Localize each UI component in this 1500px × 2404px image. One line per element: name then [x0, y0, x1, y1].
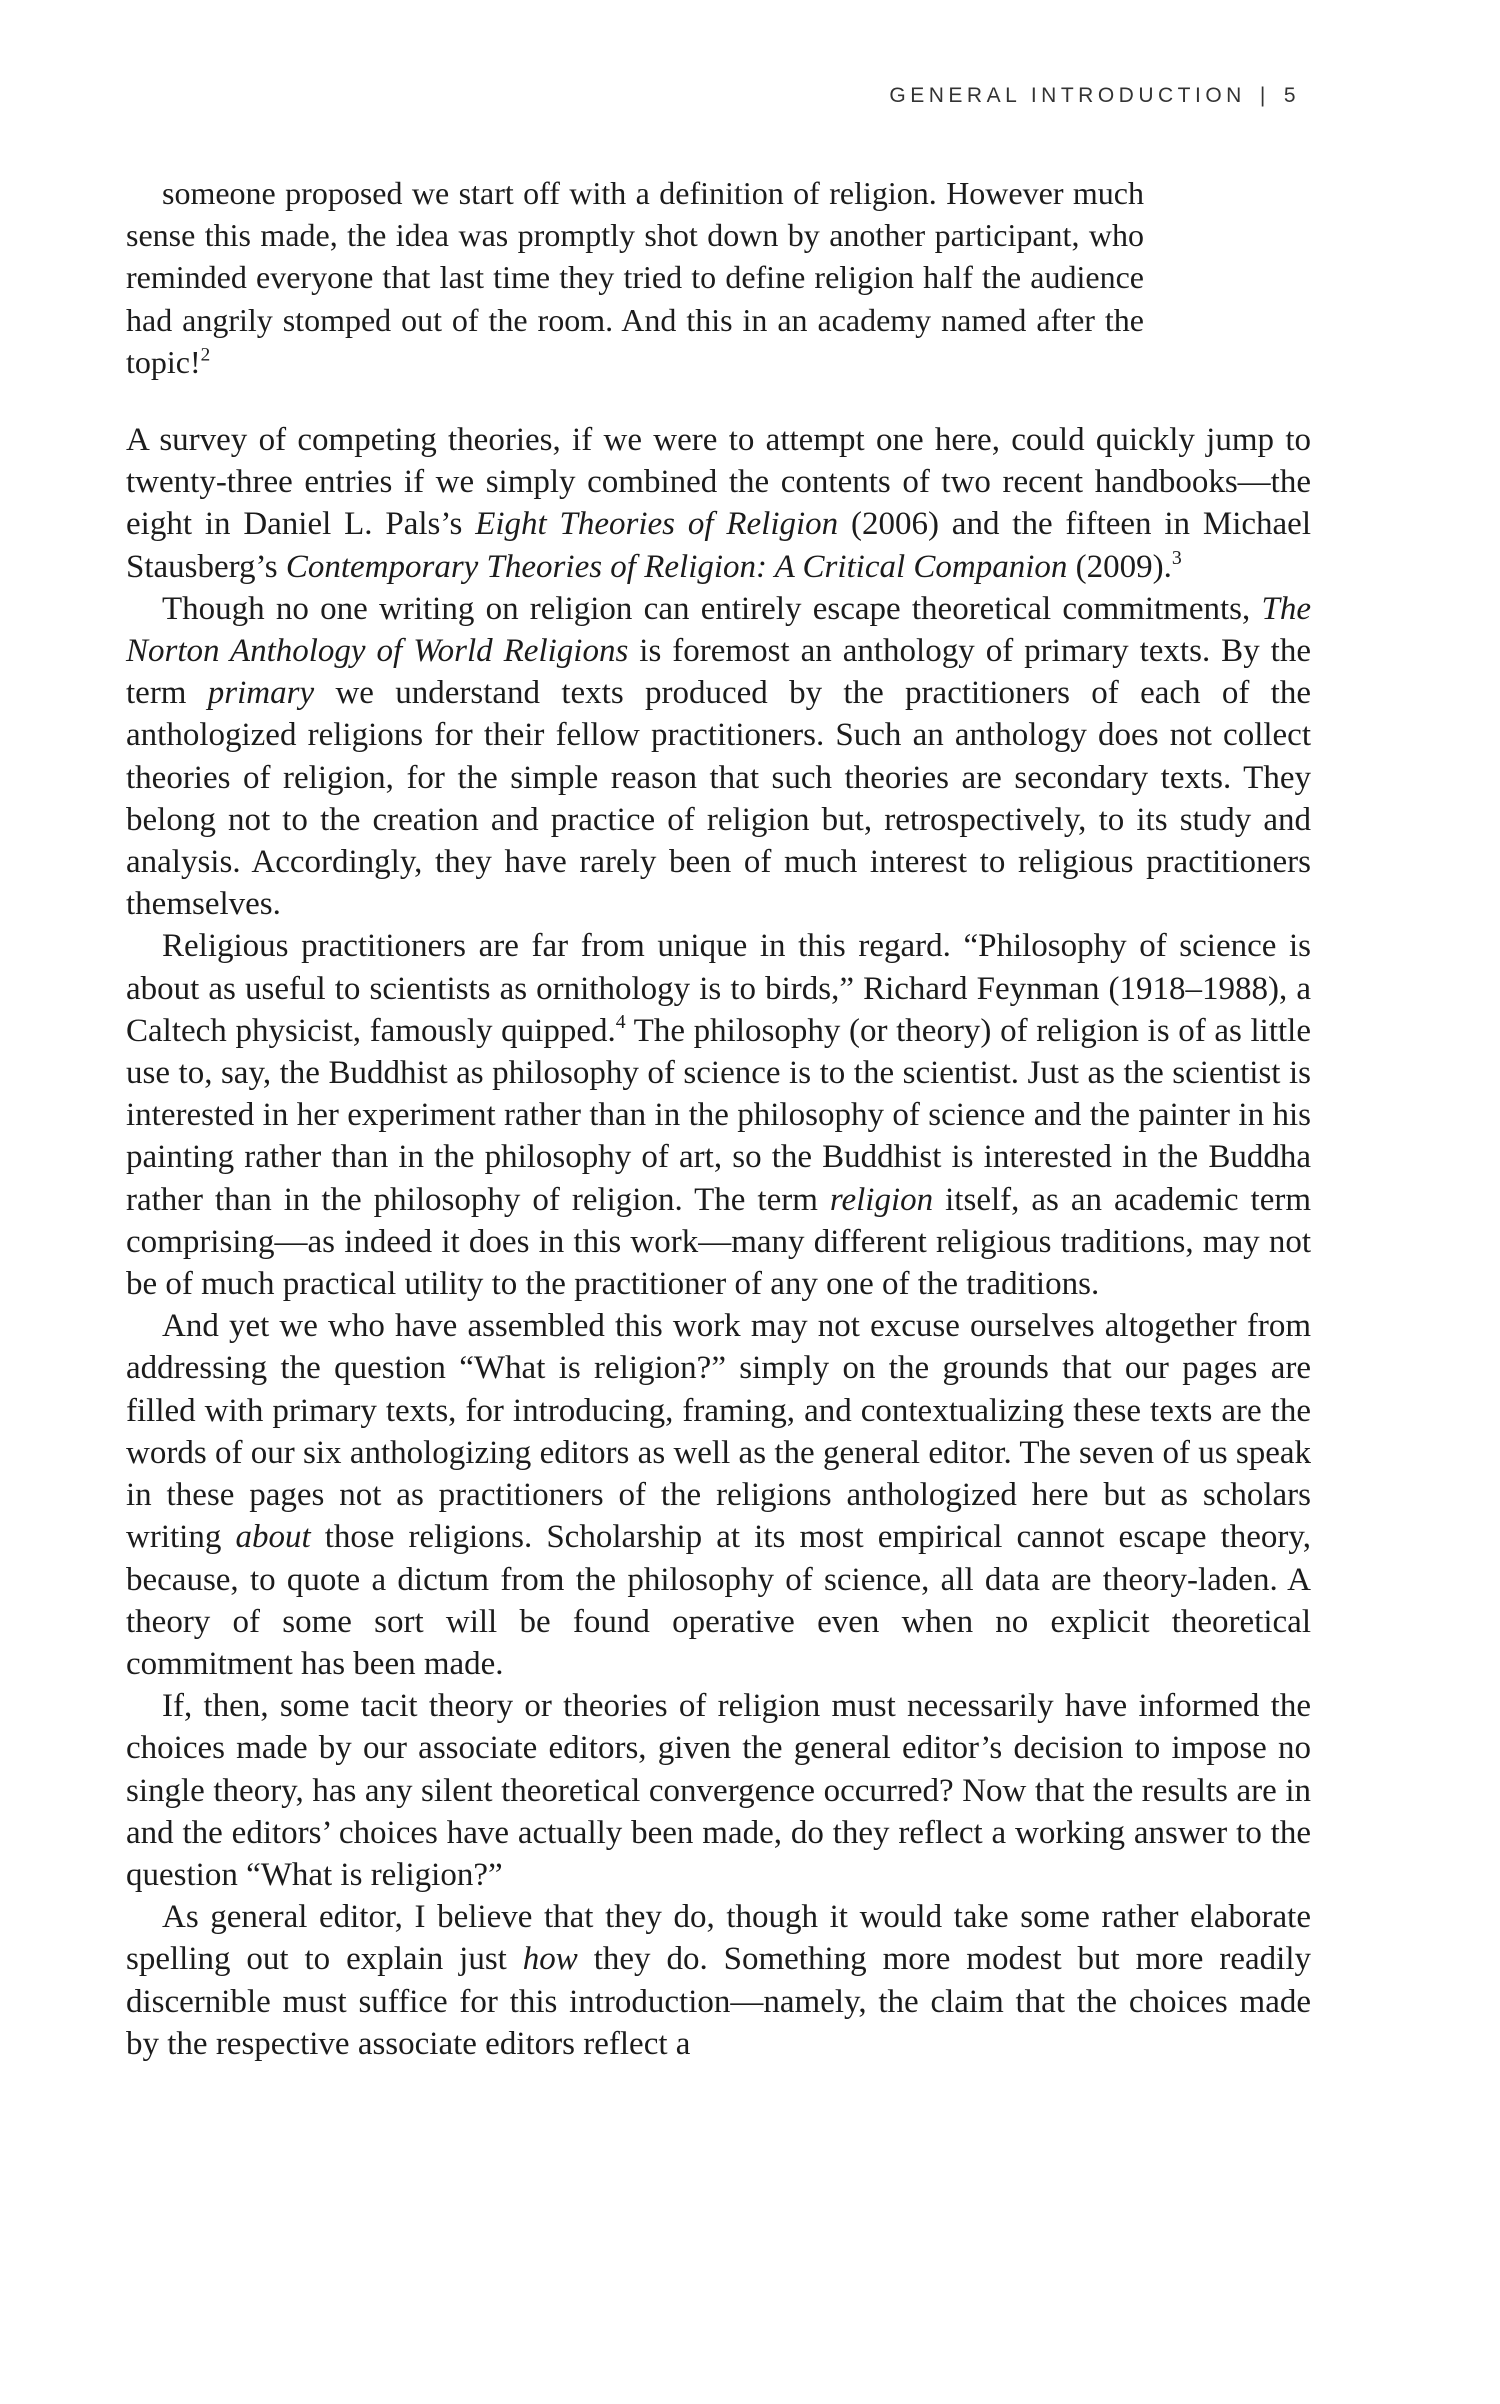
- book-title: The Norton Anthology of World Religions: [126, 590, 1311, 670]
- emphasized-term: religion: [829, 1181, 934, 1218]
- note-ref: 4: [615, 1011, 626, 1033]
- paragraph-general-editor: As general editor, I believe that they do, though it would take some rather elaborate spelling out to explain just how they do. Something more modest but more readily discernible must suffice for this introduction—namely, the claim that the choices made by the respective associate editors reflect a: [126, 1899, 1311, 2062]
- header-separator: |: [1259, 84, 1270, 107]
- note-ref: 3: [1171, 546, 1182, 569]
- running-head: [889, 84, 1300, 108]
- body-text: [126, 172, 1311, 2065]
- emphasized-term: how: [522, 1941, 578, 1978]
- block-quote: someone proposed we start off with a definition of religion. However much sense this made, the idea was promptly shot down by another participant, who reminded everyone that last time they tried to define religion half the audience had angrily stomped out of the room. And this in an academy named after the topic!$^2$: [126, 175, 1144, 380]
- note-ref: 2: [200, 344, 211, 366]
- book-title: Contemporary Theories of Religion: A Critical Companion: [285, 548, 1068, 585]
- emphasized-term: primary: [207, 675, 315, 712]
- page-number: 5: [1283, 84, 1300, 107]
- emphasized-term: about: [235, 1519, 311, 1556]
- running-title: GENERAL INTRODUCTION: [889, 84, 1246, 107]
- paragraph-survey: A survey of competing theories, if we were to attempt one here, could quickly jump to twenty-three entries if we simply combined the contents of two recent handbooks—the eight in Daniel L. Pals’s Eight Theories of Religion (2006) and the fifteen in Michael Stausberg’s Contemporary Theories of Religion: A Critical Companion (2009).$^3$: [126, 422, 1311, 585]
- paragraph-practitioners: Religious practitioners are far from unique in this regard. “Philosophy of science is about as useful to scientists as ornithology is to birds,” Richard Feynman (1918–1988), a Caltech physicist, famously quipped.$^4$ The philosophy (or theory) of religion is of as little use to, say, the Buddhist as philosophy of science is to the scientist. Just as the scientist is interested in her experiment rather than in the philosophy of science and the painter in his painting rather than in the philosophy of art, so the Buddhist is interested in the Buddha rather than in the philosophy of religion. The term religion itself, as an academic term comprising—as indeed it does in this work—many different religious traditions, may not be of much practical utility to the practitioner of any one of the traditions.: [126, 928, 1312, 1303]
- book-title: Eight Theories of Religion: [475, 506, 839, 543]
- paragraph-scholarship: And yet we who have assembled this work may not excuse ourselves altogether from addressing the question “What is religion?” simply on the grounds that our pages are filled with primary texts, for introducing, framing, and contextualizing these texts are the words of our six anthologizing editors as well as the general editor. The seven of us speak in these pages not as practitioners of the religions anthologized here but as scholars writing about those religions. Scholarship at its most empirical cannot escape theory, because, to quote a dictum from the philosophy of science, all data are theory-laden. A theory of some sort will be found operative even when no explicit theoretical commitment has been made.: [126, 1308, 1311, 1682]
- paragraph-convergence: If, then, some tacit theory or theories of religion must necessarily have informed the choices made by our associate editors, given the general editor’s decision to impose no single theory, has any silent theoretical convergence occurred? Now that the results are in and the editors’ choices have actually been made, do they reflect a working answer to the question “What is religion?”: [126, 1688, 1311, 1893]
- paragraph-primary-texts: Though no one writing on religion can entirely escape theoretical commitments, The Norton Anthology of World Religions is foremost an anthology of primary texts. By the term primary we understand texts produced by the practitioners of each of the anthologized religions for their fellow practitioners. Such an anthology does not collect theories of religion, for the simple reason that such theories are secondary texts. They belong not to the creation and practice of religion but, retrospectively, to its study and analysis. Accordingly, they have rarely been of much interest to religious practitioners themselves.: [126, 590, 1311, 923]
